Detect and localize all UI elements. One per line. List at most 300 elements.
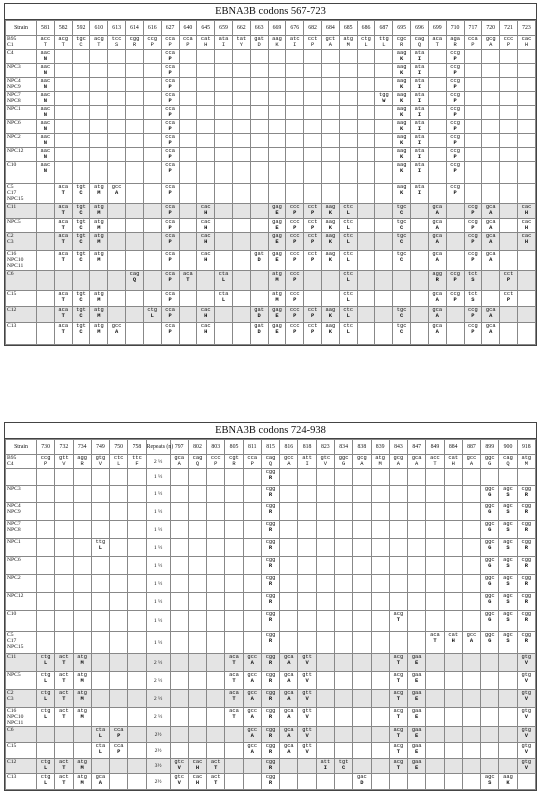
codon-triplet: ccg — [450, 92, 460, 98]
amino-acid: H — [204, 225, 208, 231]
codon-cell — [444, 575, 462, 593]
codon-triplet: ccg — [450, 271, 460, 277]
codon-cell — [250, 291, 268, 307]
codon-cell — [73, 708, 91, 727]
amino-acid: P — [293, 297, 297, 303]
codon-cell — [143, 64, 161, 78]
codon-cell — [108, 50, 126, 64]
amino-acid: E — [415, 749, 419, 755]
codon-cell — [464, 184, 482, 204]
codon-triplet: cac — [200, 307, 211, 313]
codon-cell — [90, 323, 108, 345]
strain-name: C16 NPC10 NPC11 — [6, 708, 37, 727]
codon-triplet: ctc — [343, 233, 354, 239]
amino-acid: A — [489, 210, 493, 216]
codon-cell — [304, 219, 322, 233]
codon-cell — [375, 78, 393, 92]
codon-cell — [393, 323, 411, 345]
codon-cell — [197, 134, 215, 148]
codon-cell — [500, 204, 518, 219]
codon-triplet: aag — [396, 134, 407, 140]
codon-cell — [517, 654, 535, 672]
amino-acid: R — [268, 749, 273, 755]
codon-cell — [126, 184, 144, 204]
strain-name: C10 — [6, 611, 37, 632]
repeat-count: 2 ½ — [146, 654, 170, 672]
codon-cell — [250, 106, 268, 120]
amino-acid: H — [451, 461, 455, 467]
codon-header: 627 — [161, 21, 179, 36]
table-row — [6, 36, 536, 50]
amino-acid: G — [488, 563, 492, 569]
amino-acid: N — [43, 140, 48, 146]
codon-cell — [225, 611, 243, 632]
codon-triplet: ccg — [450, 78, 460, 84]
codon-cell — [37, 251, 55, 271]
codon-cell — [128, 708, 146, 727]
codon-cell — [428, 148, 446, 162]
codon-cell — [37, 184, 55, 204]
codon-cell — [375, 307, 393, 323]
codon-cell — [499, 455, 517, 469]
amino-acid: H — [204, 313, 208, 319]
codon-cell — [225, 521, 243, 539]
codon-triplet: acg — [393, 759, 404, 765]
codon-cell — [197, 323, 215, 345]
codon-triplet: ttg — [95, 539, 106, 545]
codon-header: 640 — [179, 21, 197, 36]
codon-cell — [322, 36, 340, 50]
codon-cell — [261, 690, 279, 708]
codon-triplet: atg — [77, 708, 88, 714]
codon-cell — [170, 503, 188, 521]
codon-cell — [408, 455, 426, 469]
codon-cell — [286, 233, 304, 251]
codon-triplet: aag — [396, 148, 407, 154]
codon-cell — [72, 120, 90, 134]
codon-cell — [464, 307, 482, 323]
amino-acid: P — [453, 70, 457, 76]
codon-cell — [316, 654, 334, 672]
codon-cell — [261, 593, 279, 611]
codon-cell — [250, 251, 268, 271]
codon-triplet: agc — [503, 521, 513, 527]
codon-cell — [446, 134, 464, 148]
amino-acid: G — [488, 617, 492, 623]
codon-cell — [37, 120, 55, 134]
codon-triplet: gca — [485, 219, 496, 225]
codon-cell — [126, 233, 144, 251]
codon-triplet: gtt — [59, 455, 69, 461]
codon-cell — [215, 307, 233, 323]
codon-cell — [243, 575, 261, 593]
codon-triplet: gcc — [247, 727, 258, 733]
codon-cell — [268, 291, 286, 307]
codon-triplet: atg — [93, 251, 104, 257]
amino-acid: E — [275, 225, 279, 231]
codon-cell — [482, 162, 500, 184]
codon-cell — [179, 92, 197, 106]
codon-cell — [55, 759, 73, 774]
codon-cell — [126, 307, 144, 323]
codon-cell — [207, 539, 225, 557]
codon-cell — [339, 162, 357, 184]
codon-cell — [37, 708, 55, 727]
codon-cell — [72, 233, 90, 251]
codon-cell — [232, 92, 250, 106]
codon-triplet: acg — [393, 672, 404, 678]
amino-acid: D — [257, 42, 261, 48]
amino-acid: D — [360, 780, 364, 786]
codon-triplet: aag — [503, 774, 513, 780]
codon-cell — [143, 307, 161, 323]
amino-acid: P — [168, 42, 172, 48]
codon-cell — [215, 148, 233, 162]
amino-acid: S — [471, 297, 475, 303]
codon-triplet: gca — [432, 323, 443, 329]
codon-cell — [353, 743, 371, 759]
amino-acid: Q — [506, 461, 510, 467]
codon-cell — [128, 539, 146, 557]
codon-cell — [499, 690, 517, 708]
codon-triplet: atg — [77, 774, 88, 780]
codon-cell — [316, 672, 334, 690]
codon-cell — [481, 503, 499, 521]
amino-acid: L — [346, 329, 350, 335]
codon-header: 669 — [268, 21, 286, 36]
codon-triplet: ata — [414, 50, 425, 56]
codon-triplet: acc — [430, 455, 440, 461]
amino-acid: I — [417, 154, 422, 160]
codon-triplet: cgg — [129, 36, 140, 42]
codon-cell — [357, 36, 375, 50]
codon-cell — [322, 233, 340, 251]
codon-cell — [91, 521, 109, 539]
codon-cell — [110, 611, 128, 632]
codon-cell — [128, 575, 146, 593]
codon-triplet: atg — [93, 307, 104, 313]
codon-cell — [353, 632, 371, 654]
codon-triplet: aac — [40, 50, 51, 56]
codon-triplet: ggc — [484, 503, 495, 509]
codon-cell — [170, 774, 188, 790]
codon-cell — [73, 672, 91, 690]
codon-cell — [428, 106, 446, 120]
codon-triplet: cgg — [521, 632, 532, 638]
codon-cell — [339, 184, 357, 204]
codon-cell — [411, 106, 429, 120]
codon-cell — [225, 759, 243, 774]
codon-cell — [161, 162, 179, 184]
codon-triplet: cca — [165, 307, 175, 313]
amino-acid: I — [417, 190, 422, 196]
codon-cell — [179, 120, 197, 134]
codon-cell — [446, 92, 464, 106]
amino-acid: L — [221, 297, 226, 303]
codon-triplet: gca — [283, 727, 294, 733]
codon-cell — [91, 455, 109, 469]
codon-triplet: aac — [40, 162, 51, 168]
codon-cell — [188, 455, 206, 469]
codon-cell — [108, 78, 126, 92]
codon-cell — [371, 654, 389, 672]
codon-cell — [411, 204, 429, 219]
amino-acid: P — [310, 42, 315, 48]
amino-acid: P — [471, 239, 475, 245]
amino-acid: L — [346, 313, 350, 319]
codon-cell — [446, 204, 464, 219]
codon-cell — [499, 672, 517, 690]
codon-cell — [54, 323, 72, 345]
codon-cell — [91, 727, 109, 743]
codon-cell — [499, 611, 517, 632]
codon-cell — [482, 251, 500, 271]
codon-cell — [322, 271, 340, 291]
strain-name: C2 C3 — [6, 690, 37, 708]
codon-triplet: ccg — [147, 36, 158, 42]
amino-acid: P — [293, 225, 297, 231]
codon-cell — [232, 323, 250, 345]
codon-cell — [444, 774, 462, 790]
amino-acid: I — [323, 765, 327, 771]
codon-header: 900 — [499, 440, 517, 455]
codon-triplet: ata — [414, 106, 425, 112]
codon-triplet: cac — [521, 36, 532, 42]
strain-name: NPC2 — [6, 575, 37, 593]
codon-cell — [73, 743, 91, 759]
codon-cell — [428, 184, 446, 204]
codon-cell — [250, 78, 268, 92]
codon-cell — [500, 148, 518, 162]
codon-cell — [91, 690, 109, 708]
codon-cell — [464, 148, 482, 162]
codon-cell — [250, 120, 268, 134]
amino-acid: A — [177, 461, 181, 467]
codon-triplet: aag — [396, 92, 407, 98]
codon-cell — [90, 78, 108, 92]
codon-cell — [108, 251, 126, 271]
amino-acid: A — [98, 780, 103, 786]
table-row — [6, 632, 536, 654]
amino-acid: T — [232, 660, 236, 666]
codon-triplet: ctg — [40, 708, 51, 714]
codon-cell — [261, 521, 279, 539]
codon-cell — [55, 503, 73, 521]
amino-acid: R — [524, 581, 528, 587]
repeat-count: 1 ½ — [146, 575, 170, 593]
codon-header: 816 — [280, 440, 298, 455]
codon-triplet: act — [210, 774, 221, 780]
amino-acid: P — [168, 168, 172, 174]
codon-cell — [464, 204, 482, 219]
table-row — [6, 78, 536, 92]
amino-acid: H — [195, 780, 200, 786]
repeat-count: 2½ — [146, 743, 170, 759]
amino-acid: I — [305, 461, 309, 467]
codon-cell — [73, 521, 91, 539]
amino-acid: H — [204, 257, 208, 263]
codon-cell — [357, 204, 375, 219]
codon-cell — [286, 92, 304, 106]
table-row — [6, 759, 536, 774]
amino-acid: E — [415, 678, 419, 684]
strain-name: NPC2 — [6, 134, 37, 148]
amino-acid: V — [177, 780, 181, 786]
amino-acid: K — [400, 70, 404, 76]
codon-cell — [243, 774, 261, 790]
table-row — [6, 323, 536, 345]
amino-acid: E — [275, 239, 279, 245]
codon-triplet: cca — [165, 134, 175, 140]
codon-triplet: cgg — [265, 611, 276, 617]
codon-triplet: cct — [307, 251, 318, 257]
codon-triplet: cag — [503, 455, 513, 461]
amino-acid: A — [489, 42, 493, 48]
codon-cell — [243, 708, 261, 727]
codon-cell — [428, 233, 446, 251]
repeat-count: 2 ½ — [146, 672, 170, 690]
codon-triplet: gtt — [302, 743, 312, 749]
codon-triplet: gag — [272, 204, 282, 210]
codon-cell — [444, 759, 462, 774]
table-row — [6, 455, 536, 469]
amino-acid: K — [328, 225, 333, 231]
codon-cell — [91, 539, 109, 557]
strain-header: Strain — [6, 21, 37, 36]
codon-cell — [339, 148, 357, 162]
codon-cell — [389, 743, 407, 759]
codon-triplet: gcc — [247, 672, 258, 678]
codon-cell — [225, 593, 243, 611]
codon-triplet: gtt — [302, 654, 312, 660]
codon-cell — [500, 78, 518, 92]
codon-cell — [197, 184, 215, 204]
strain-name: NPC7 NPC8 — [6, 92, 37, 106]
codon-cell — [393, 106, 411, 120]
codon-cell — [73, 503, 91, 521]
table-row — [6, 271, 536, 291]
codon-cell — [339, 219, 357, 233]
codon-triplet: cct — [307, 204, 318, 210]
amino-acid: A — [435, 313, 439, 319]
codon-cell — [143, 291, 161, 307]
codon-cell — [37, 575, 55, 593]
codon-triplet: gca — [95, 774, 106, 780]
codon-cell — [482, 219, 500, 233]
amino-acid: S — [506, 599, 510, 605]
codon-cell — [170, 708, 188, 727]
codon-triplet: cgg — [521, 557, 532, 563]
amino-acid: I — [221, 42, 226, 48]
codon-cell — [161, 204, 179, 219]
codon-cell — [243, 743, 261, 759]
codon-cell — [393, 134, 411, 148]
amino-acid: T — [186, 277, 190, 283]
amino-acid: C — [79, 257, 83, 263]
amino-acid: N — [43, 56, 48, 62]
codon-triplet: cgg — [265, 557, 276, 563]
codon-header: 750 — [110, 440, 128, 455]
codon-cell — [286, 148, 304, 162]
amino-acid: R — [268, 563, 273, 569]
codon-cell — [334, 575, 352, 593]
codon-cell — [54, 184, 72, 204]
codon-cell — [261, 469, 279, 486]
amino-acid: A — [115, 329, 119, 335]
codon-cell — [232, 233, 250, 251]
codon-triplet: aac — [40, 64, 51, 70]
codon-cell — [90, 148, 108, 162]
amino-acid: P — [453, 277, 457, 283]
codon-triplet: acg — [58, 36, 69, 42]
codon-cell — [389, 727, 407, 743]
codon-cell — [500, 120, 518, 134]
codon-cell — [411, 291, 429, 307]
codon-cell — [517, 148, 535, 162]
table-codons-567-723 — [4, 3, 537, 346]
codon-cell — [161, 120, 179, 134]
amino-acid: V — [177, 765, 181, 771]
codon-triplet: cgg — [265, 743, 276, 749]
codon-cell — [250, 184, 268, 204]
codon-cell — [170, 539, 188, 557]
codon-triplet: ggc — [484, 557, 495, 563]
codon-cell — [37, 233, 55, 251]
amino-acid: H — [524, 225, 529, 231]
codon-cell — [55, 611, 73, 632]
amino-acid: A — [360, 461, 364, 467]
codon-cell — [215, 162, 233, 184]
amino-acid: P — [168, 277, 172, 283]
codon-triplet: cca — [165, 271, 175, 277]
amino-acid: T — [61, 297, 65, 303]
amino-acid: P — [310, 313, 315, 319]
amino-acid: R — [268, 475, 273, 481]
codon-cell — [446, 271, 464, 291]
codon-cell — [280, 632, 298, 654]
codon-cell — [188, 743, 206, 759]
codon-triplet: gag — [272, 323, 282, 329]
amino-acid: P — [471, 257, 475, 263]
codon-cell — [462, 486, 480, 503]
amino-acid: Q — [195, 461, 200, 467]
amino-acid: T — [61, 225, 65, 231]
codon-triplet: acg — [393, 708, 404, 714]
codon-triplet: ttg — [378, 36, 389, 42]
codon-cell — [408, 486, 426, 503]
codon-cell — [389, 759, 407, 774]
amino-acid: A — [250, 696, 254, 702]
amino-acid: T — [62, 660, 66, 666]
codon-header: 676 — [286, 21, 304, 36]
codon-cell — [500, 36, 518, 50]
codon-cell — [517, 78, 535, 92]
codon-cell — [316, 521, 334, 539]
codon-cell — [72, 64, 90, 78]
codon-cell — [110, 632, 128, 654]
codon-cell — [90, 251, 108, 271]
codon-cell — [316, 759, 334, 774]
codon-cell — [108, 307, 126, 323]
codon-triplet: cgg — [265, 593, 276, 599]
codon-triplet: aag — [396, 106, 407, 112]
codon-triplet: gag — [272, 307, 282, 313]
codon-cell — [286, 134, 304, 148]
amino-acid: R — [524, 527, 528, 533]
codon-cell — [55, 557, 73, 575]
codon-triplet: cat — [448, 455, 459, 461]
amino-acid: K — [328, 210, 333, 216]
